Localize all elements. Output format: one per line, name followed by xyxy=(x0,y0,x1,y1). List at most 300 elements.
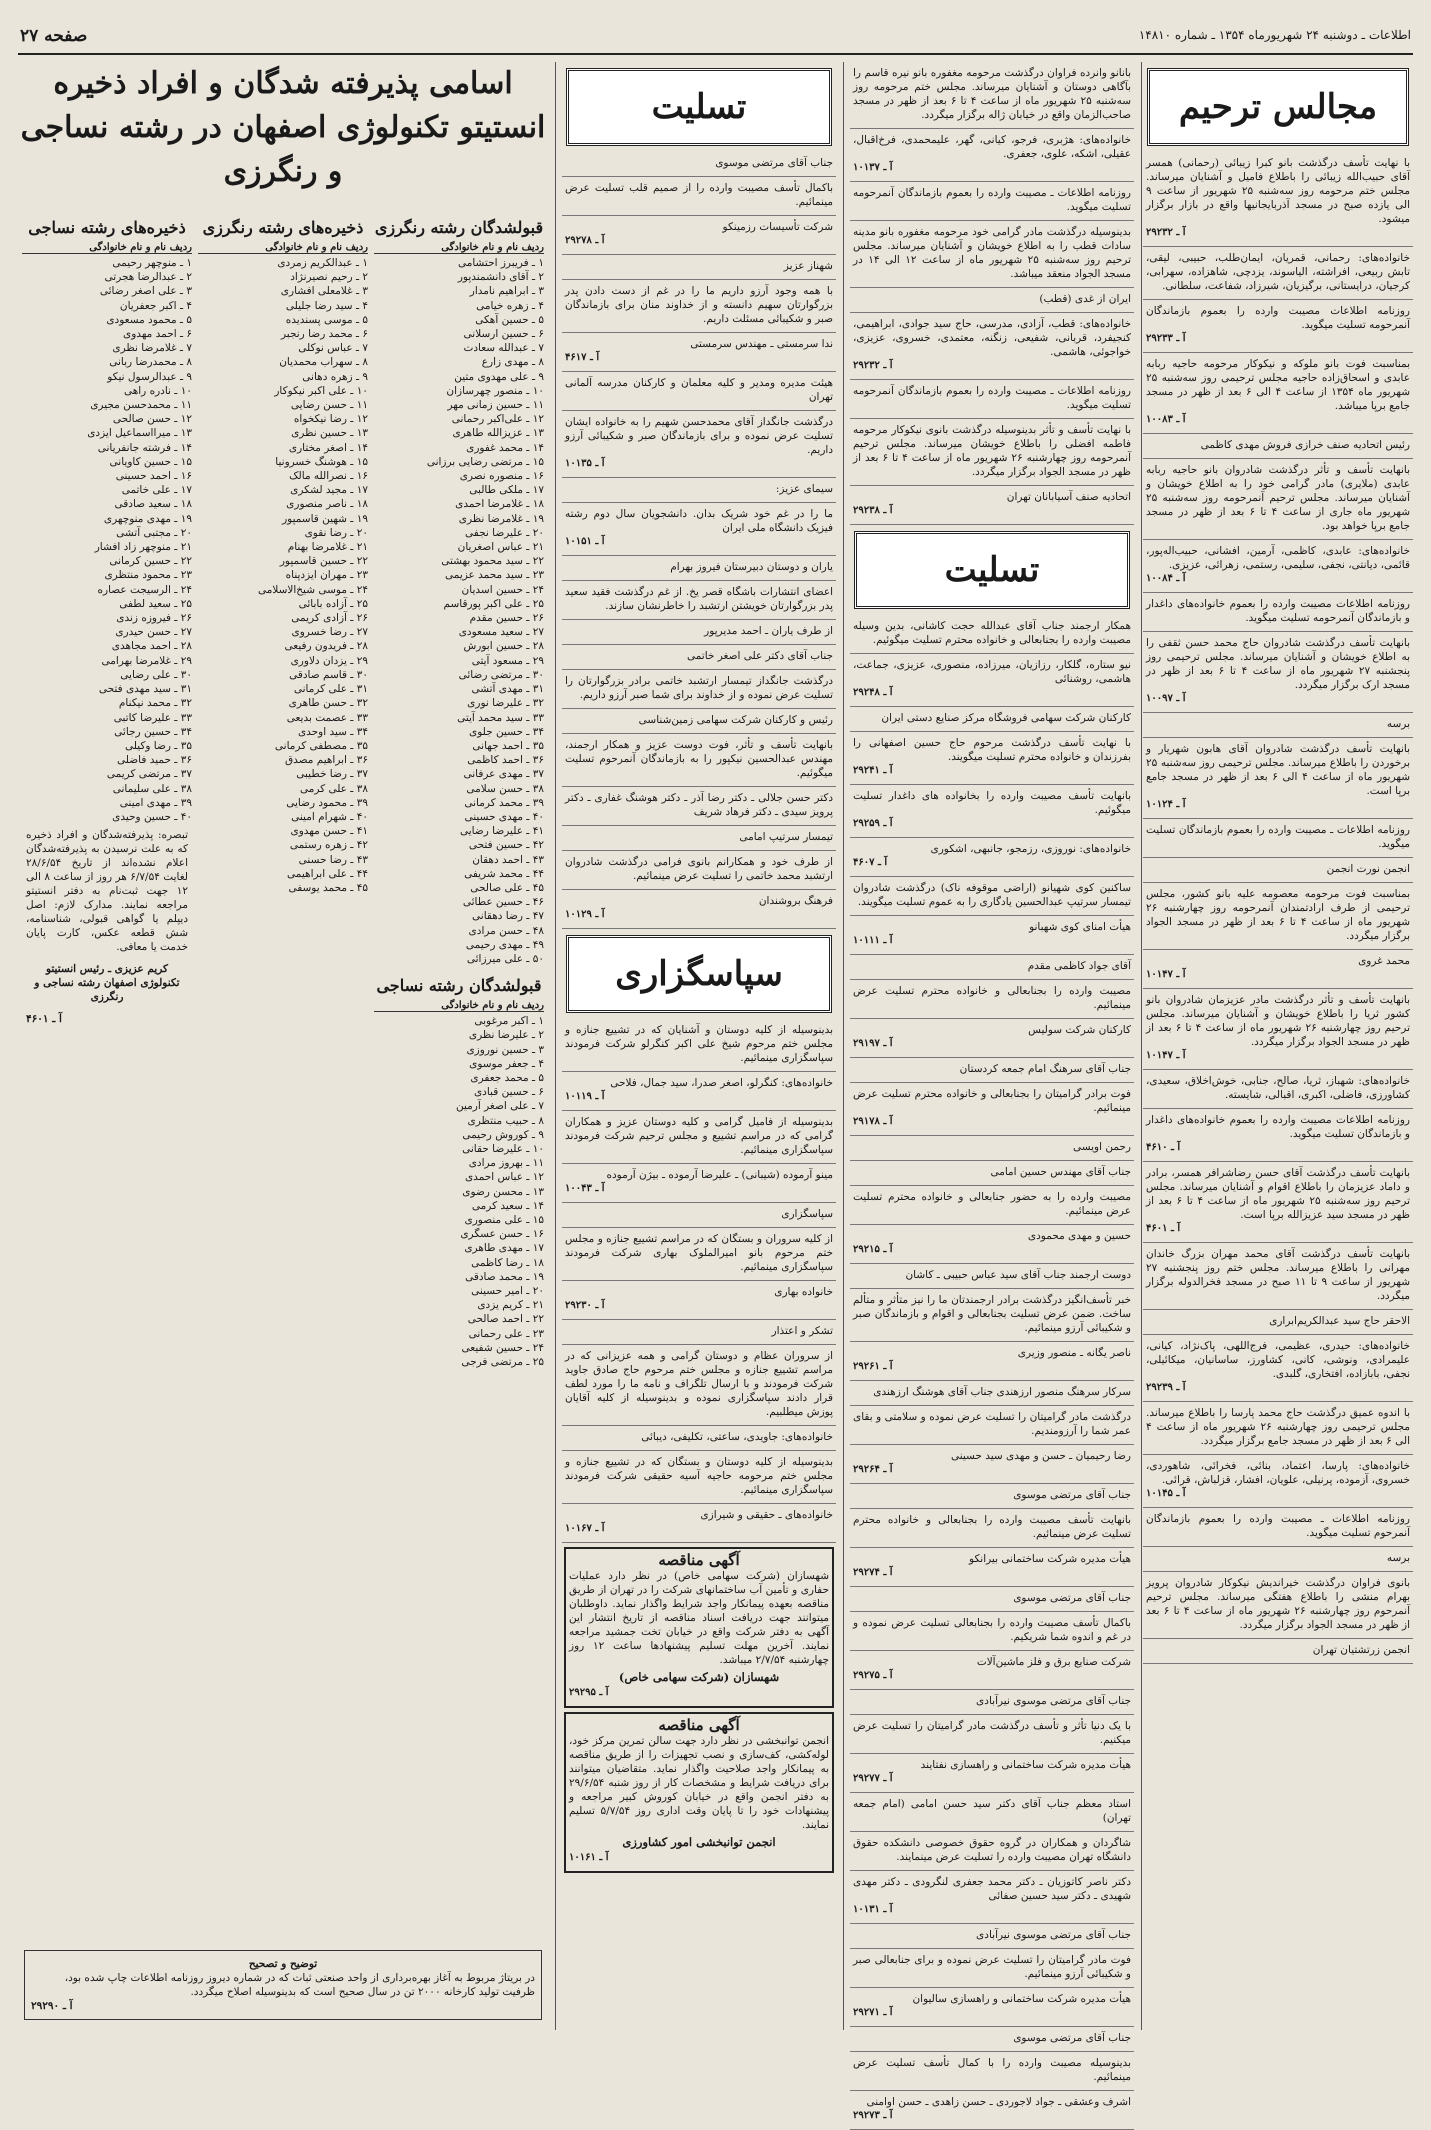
name-row: ۳۶ ـ حمید فاضلی xyxy=(117,754,192,767)
notice-text: سرکار سرهنگ منصور ارزهندی جناب آقای هوشنگ ارزهندی xyxy=(873,1386,1131,1398)
name-row: ۴ ـ زهره خیامی xyxy=(476,299,544,312)
ad-code: آ ـ ۲۹۲۷۱ xyxy=(853,2007,893,2018)
ad-code: آ ـ ۲۹۱۹۷ xyxy=(853,1038,893,1049)
name-row: ۳۹ ـ محمد کرمانی xyxy=(464,796,544,809)
notice-item xyxy=(850,1793,1134,1832)
notice-item xyxy=(1143,950,1413,989)
notice-item xyxy=(850,980,1134,1019)
notice-item xyxy=(1143,353,1413,434)
notice-item xyxy=(1143,540,1413,593)
notice-item xyxy=(562,1164,836,1203)
table-header: ردیف نام و نام خانوادگی xyxy=(22,242,192,254)
institute-title: اسامی پذیرفته شدگان و افراد ذخیره انستیتو تکنولوژی اصفهان در رشته نساجی و رنگرزی xyxy=(20,66,546,189)
name-row: ۴ ـ اکبر جعفریان xyxy=(119,299,192,312)
ad-code: آ ـ ۱۰۰۴۳ xyxy=(565,1183,605,1194)
notice-text: اشرف وعشقی ـ جواد لاجوردی ـ حسن زاهدی ـ حسن اوامنی xyxy=(866,2096,1131,2108)
name-row: ۴۴ ـ محمد شریفی xyxy=(464,867,544,880)
name-row: ۴۰ ـ حسین وحیدی xyxy=(112,810,192,823)
notice-text: شاگردان و همکاران در گروه حقوق خصوصی دانشکده حقوق دانشگاه تهران مصیبت وارده را تسلیت عرض مینمایند. xyxy=(853,1837,1131,1863)
name-list xyxy=(22,256,192,824)
notice-text: رئیس و کارکنان شرکت سهامی زمین‌شناسی xyxy=(638,714,833,726)
notice-item xyxy=(562,1111,836,1164)
notice-item xyxy=(1143,1639,1413,1664)
notice-text: رضا رحیمیان ـ حسن و مهدی سید حسینی xyxy=(950,1450,1131,1462)
notice-item xyxy=(562,1345,836,1426)
notice-item xyxy=(850,1186,1134,1225)
ad-code: آ ـ ۱۰۱۲۴ xyxy=(1146,799,1186,810)
name-row: ۵ ـ محمود مسعودی xyxy=(106,313,192,326)
notice-item xyxy=(850,221,1134,288)
notice-text: بانهایت تأسف درگذشت شادروان آقای هابون شهریار و برخوردن را باطلاع میرساند. مجلس ترحیمی روز سه‌شنبه ۲۵ شهریور ماه از ساعت ۴ الی ۶ بعد از ظهر در مسجد جامع برپا است. xyxy=(1146,743,1411,797)
name-row: ۳۹ ـ مهدی امینی xyxy=(119,796,192,809)
name-row: ۱۶ ـ حسن عسگری xyxy=(460,1228,544,1241)
name-row: ۱۲ ـ حسن صالحی xyxy=(112,413,192,426)
page-header xyxy=(20,20,1411,50)
name-row: ۲ ـ رحیم نصیرنژاد xyxy=(290,271,368,284)
ad-code: آ ـ ۱۰۱۱۹ xyxy=(565,1091,605,1102)
ad-code: آ ـ ۱۰۱۲۹ xyxy=(565,909,605,920)
name-row: ۲۰ ـ امیر حسینی xyxy=(471,1285,544,1298)
name-row: ۳۸ ـ حسن سلامی xyxy=(466,782,544,795)
name-row: ۴۱ ـ حسن مهدوی xyxy=(290,825,368,838)
notice-item xyxy=(850,62,1134,129)
name-row: ۳۴ ـ حسین رجائی xyxy=(114,725,192,738)
name-row: ۱۷ ـ ملکی طالبی xyxy=(469,484,544,497)
notice-text: با نهایت تأسف و تأثر بدینوسیله درگذشت بانوی نیکوکار مرحومه فاطمه افضلی را باطلاع خویشان میرساند. مجلس ترحیم آنمرحومه روز چهارشنبه ۲۶ شهریور ماه از ساعت ۴ تا ۶ بعد از ظهر در مسجد الجواد برگزار میگردد. xyxy=(853,424,1132,478)
notice-text: هیأت مدیره شرکت ساختمانی و راهسازی نفتایند xyxy=(920,1759,1131,1771)
name-row: ۴۲ ـ زهره رستمی xyxy=(289,839,368,852)
notice-text: باکمال تأسف مصیبت وارده را بجنابعالی تسلیت عرض نموده و در غم و اندوه شما شریکیم. xyxy=(853,1617,1131,1643)
notice-item xyxy=(850,732,1134,785)
notices-bottom xyxy=(850,615,1134,2130)
notice-text: آقای جواد کاظمی مقدم xyxy=(1027,960,1131,972)
notice-text: انجمن زرتشتیان تهران xyxy=(1312,1644,1410,1656)
name-row: ۱۳ ـ عزیزالله طاهری xyxy=(452,427,544,440)
name-list xyxy=(198,256,368,895)
name-row: ۱۹ ـ شهین قاسمپور xyxy=(282,512,368,525)
name-row: ۴۶ ـ حسین عطائی xyxy=(462,896,544,909)
notice-item xyxy=(850,1988,1134,2027)
notice-text: بانهایت تأسف مصیبت وارده را بجنابعالی و خانواده محترم تسلیت عرض مینمائیم. xyxy=(853,1514,1131,1540)
name-row: ۲۹ ـ یزدان دلاوری xyxy=(290,654,368,667)
notice-item xyxy=(850,1445,1134,1484)
name-row: ۱۶ ـ منصوره نصری xyxy=(459,470,544,483)
masthead-line: اطلاعات ـ دوشنبه ۲۴ شهریورماه ۱۳۵۴ ـ شماره ۱۴۸۱۰ xyxy=(1138,28,1411,42)
notice-text: باکمال تأسف مصیبت وارده را از صمیم قلب تسلیت عرض مینمائیم. xyxy=(565,182,833,208)
name-row: ۱۴ ـ اصغر مختاری xyxy=(288,441,368,454)
name-row: ۹ ـ زهره دهانی xyxy=(302,370,368,383)
notice-text: جناب آقای مرتضی موسوی نیرآبادی xyxy=(976,1929,1131,1941)
notice-item xyxy=(1143,1243,1413,1310)
ad-code: آ ـ ۲۹۲۶۱ xyxy=(853,1361,893,1372)
notice-item xyxy=(1143,858,1413,883)
notice-item xyxy=(562,645,836,670)
notice-text: رحمن اویسی xyxy=(1073,1141,1131,1153)
notice-text: خانواده‌های: پارسا، اعتماد، بنائی، فخرائی، شاهوردی، خسروی، آزموده، پرنیلی، علویان، افشار، قزلباش، قرائی. xyxy=(1146,1460,1410,1486)
name-row: ۲۴ ـ حسین شفیعی xyxy=(461,1341,544,1354)
name-row: ۴۷ ـ رضا دهقانی xyxy=(472,910,544,923)
notice-item xyxy=(1143,1455,1413,1508)
ad-code: آ ـ ۲۹۱۷۸ xyxy=(853,1116,893,1127)
tender-notice xyxy=(564,1547,834,1708)
name-row: ۱۸ ـ سعید صادقی xyxy=(114,498,192,511)
notice-item xyxy=(850,182,1134,221)
notice-item xyxy=(850,654,1134,707)
name-row: ۲۶ ـ حسین مقدم xyxy=(469,612,544,625)
notice-text: بدینوسیله از کلیه دوستان و بستگان که در تشییع جنازه و مجلس ختم مرحومه حاجیه آسیه حقیقی شرکت فرمودند سپاسگزاری مینمائیم. xyxy=(565,1456,833,1496)
name-row: ۲۸ ـ احمد مجاهدی xyxy=(111,640,192,653)
notice-item xyxy=(1143,713,1413,738)
condolence-banner-2: تسلیت xyxy=(854,531,1130,609)
notice-text: هیئت مدیره ومدیر و کلیه معلمان و کارکنان مدرسه آلمانی تهران xyxy=(565,377,833,403)
ad-code: آ ـ ۲۹۲۷۳ xyxy=(853,2110,893,2121)
notice-text: هیأت مدیره شرکت ساختمانی و راهسازی سالیوان xyxy=(912,1993,1131,2005)
ad-code: آ ـ ۱۰۱۴۷ xyxy=(1146,1050,1186,1061)
name-row: ۱۷ ـ مجید لشکری xyxy=(290,484,368,497)
name-row: ۲۷ ـ سعید مسعودی xyxy=(458,626,544,639)
notice-item xyxy=(562,581,836,620)
notice-item xyxy=(850,1264,1134,1289)
notice-item xyxy=(562,826,836,851)
notice-text: فوت برادر گرامیتان را بجنابعالی و خانواده محترم تسلیت عرض مینمائیم. xyxy=(853,1088,1131,1114)
column-condolences-a xyxy=(850,62,1134,2121)
table-header: ردیف نام و نام خانوادگی xyxy=(374,242,544,254)
notice-item xyxy=(850,1949,1134,1988)
name-row: ۱۱ ـ حسن رضایی xyxy=(290,399,368,412)
name-row: ۱۲ ـ عباس احمدی xyxy=(464,1171,544,1184)
notice-item xyxy=(850,877,1134,916)
notice-item xyxy=(850,1019,1134,1058)
notice-item xyxy=(850,916,1134,955)
name-row: ۲۳ ـ سید محمد عزیمی xyxy=(445,569,544,582)
ad-code: آ ـ ۲۹۲۳۰ xyxy=(565,1300,605,1311)
name-row: ۴۳ ـ احمد دهقان xyxy=(472,853,544,866)
notice-item xyxy=(562,556,836,581)
notice-item xyxy=(1143,459,1413,540)
name-row: ۱۴ ـ محمد غفوری xyxy=(466,441,544,454)
name-row: ۲۳ ـ مهران ایزدپناه xyxy=(285,569,368,582)
name-row: ۲۰ ـ مجتبی آتشی xyxy=(116,526,192,539)
tender-text: انجمن توانبخشی در نظر دارد جهت سالن تمرین مرکز خود، لوله‌کشی، کف‌سازی و نصب تجهیزات را از طریق مناقصه به پیمانکار واجد صلاحیت واگذار نماید. متقاضیان میتوانند برای دریافت شرایط و مشخصات کار از روز شنبه ۲۹/۶/۵۴ به دفتر انجمن واقع در خیابان کوروش کبیر مراجعه و پیشنهادات خود را تا پایان وقت اداری روز ۵/۷/۵۴ تسلیم نمایند. xyxy=(569,1735,829,1831)
notice-text: بدینوسیله مصیبت وارده را با کمال تأسف تسلیت عرض مینمائیم. xyxy=(853,2057,1131,2083)
notice-item xyxy=(562,216,836,255)
name-row: ۲۴ ـ الرسیجت عصاره xyxy=(97,583,192,596)
notice-text: از سروران عظام و دوستان گرامی و همه عزیزانی که در مراسم تشییع جنازه و مجلس ختم مرحوم حاج صادق جاوید شرکت فرمودند و با ارسال تلگراف و نامه ما را مورد لطف قرار دادند سپاسگزاری نموده و بدینوسیله از کلیه آقایان پوزش میطلبیم. xyxy=(565,1350,833,1418)
notice-text: روزنامه اطلاعات مصیبت وارده را بعموم خانواده‌های داغدار و بازماندگان تسلیت میگوید. xyxy=(1146,1114,1410,1140)
notice-text: خانواده بهاری xyxy=(774,1286,833,1298)
ad-code: آ ـ ۲۹۲۷۴ xyxy=(853,1567,893,1578)
ad-code: آ ـ ۱۰۱۳۱ xyxy=(853,1904,893,1915)
name-row: ۲۶ ـ آزادی کریمی xyxy=(291,612,368,625)
name-row: ۴۵ ـ علی صالحی xyxy=(470,881,544,894)
name-row: ۳۱ ـ مهدی آتشی xyxy=(471,683,544,696)
notice-text: فوت مادر گرامیتان را تسلیت عرض نموده و برای جنابعالی صبر و شکیبائی آرزو مینمائیم. xyxy=(853,1954,1131,1980)
name-row: ۲۰ ـ علیرضا نجفی xyxy=(465,526,544,539)
notice-text: بانهایت تأسف درگذشت شادروان حاج محمد حسن ثقفی را به اطلاع خویشان و آشنایان میرساند. مجلس ترحیمی روز پنجشنبه ۲۷ شهریور ماه از ساعت ۴ تا ۶ بعد از ظهر در مسجد ارک برگزار میگردد. xyxy=(1146,637,1411,691)
notice-text: اتحادیه صنف آسیابانان تهران xyxy=(1006,491,1131,503)
name-row: ۳۸ ـ علی سلیمانی xyxy=(112,782,192,795)
notice-item xyxy=(1143,989,1413,1070)
notice-item xyxy=(850,707,1134,732)
name-row: ۳ ـ ابراهیم نامدار xyxy=(469,285,544,298)
name-row: ۳۱ ـ سید مهدی فتحی xyxy=(98,683,192,696)
name-row: ۱۴ ـ سعید کرمی xyxy=(471,1199,544,1212)
notice-text: ایران از غدی (قطب) xyxy=(1039,293,1131,305)
tender-title: آگهی مناقصه xyxy=(658,1716,740,1734)
notice-text: روزنامه اطلاعات ـ مصیبت وارده را بعموم بازماندگان آنمرحوم تسلیت میگوید. xyxy=(1146,1513,1410,1539)
ad-code: آ ـ ۲۹۲۷۷ xyxy=(853,1773,893,1784)
notice-text: درگذشت جانگداز آقای محمدحسن شهیم را به خانواده ایشان تسلیت عرض نموده و برای بازماندگان صبر و شکیبائی آرزو داریم. xyxy=(565,416,833,456)
name-row: ۱۷ ـ مهدی طاهری xyxy=(464,1242,544,1255)
notice-text: بانوی فراوان درگذشت خیراندیش نیکوکار شادروان پرویز بهرام منشی را باطلاع هفتگی میرساند. مجلس ترحیم آنمرحوم روز چهارشنبه ۲۶ شهریور ماه از ساعت ۴ تا ۶ بعد از ظهر در مسجد الجواد برگزار میگردد. xyxy=(1146,1577,1410,1631)
name-row: ۲۱ ـ کریم یزدی xyxy=(477,1299,544,1312)
name-row: ۳۱ ـ علی کرمانی xyxy=(293,683,368,696)
name-row: ۳۵ ـ رضا وکیلی xyxy=(124,739,192,752)
ad-code: آ ـ ۴۶۰۱ xyxy=(1146,1223,1181,1234)
ad-code: آ ـ ۴۶۰۷ xyxy=(853,857,888,868)
notice-text: خانواده‌های: عابدی، کاظمی، آرمین، افشانی، حبیب‌اله‌پور، قائمی، دیانتی، نجفی، سلیمی، رستمی، زهرائی، عزیزی. xyxy=(1146,545,1410,571)
notice-item xyxy=(850,1832,1134,1871)
notice-item xyxy=(850,1690,1134,1715)
name-row: ۳۵ ـ مصطفی کرمانی xyxy=(274,739,368,752)
notice-text: جناب آقای مرتضی موسوی xyxy=(1013,1592,1131,1604)
notice-item xyxy=(850,1136,1134,1161)
name-row: ۱۰ ـ علی اکبر نیکوکار xyxy=(274,384,368,397)
ad-code: آ ـ ۲۹۲۷۸ xyxy=(565,235,605,246)
name-row: ۵ ـ محمد جعفری xyxy=(470,1071,544,1084)
name-row: ۳۷ ـ رضا خطیبی xyxy=(296,768,368,781)
notice-text: خانواده‌های: نوروزی، رزمجو، جانبهی، اشکوری xyxy=(930,843,1131,855)
name-row: ۶ ـ احمد مهدوی xyxy=(123,328,192,341)
notice-item xyxy=(562,734,836,787)
notice-item xyxy=(850,1083,1134,1136)
name-row: ۷ ـ عباس نوکلی xyxy=(298,342,368,355)
name-row: ۲ ـ علیرضا نظری xyxy=(468,1029,544,1042)
ad-code: آ ـ ۲۹۲۳۳ xyxy=(1146,333,1186,344)
name-row: ۱۰ ـ نادره راهی xyxy=(123,384,192,397)
notice-item xyxy=(562,1504,836,1543)
ad-code: آ ـ ۲۹۲۴۸ xyxy=(853,687,893,698)
name-row: ۲۶ ـ فیروزه زندی xyxy=(116,612,192,625)
notice-item xyxy=(1143,1070,1413,1109)
subhead-accepted-dye: قبولشدگان رشته رنگرزی xyxy=(374,218,544,237)
ad-code: آ ـ ۴۶۰۱ xyxy=(26,1013,62,1026)
name-row: ۲۴ ـ موسی شیخ‌الاسلامی xyxy=(257,583,368,596)
institute-signature: کریم عزیزی ـ رئیس انستیتو تکنولوژی اصفهان رشته نساجی و رنگرزی xyxy=(34,963,180,1004)
name-row: ۱۵ ـ هوشنگ خسرونیا xyxy=(275,455,368,468)
name-row: ۱۸ ـ رضا کاظمی xyxy=(471,1256,544,1269)
name-row: ۱۵ ـ علی منصوری xyxy=(464,1214,544,1226)
notice-text: بانانو وانرده فراوان درگذشت مرحومه مغفوره بانو نیره قاسم را بآگاهی دوستان و آشنایان میرساند. مجلس ختم مرحومه روز سه‌شنبه ۲۵ شهریور ماه از ساعت ۴ تا ۶ بعد از ظهر در مسجد صاحب‌الزمان واقع در خیابان ژاله برگزار میگردد. xyxy=(853,67,1132,121)
name-row: ۲۲ ـ حسین قاسمپور xyxy=(279,555,368,568)
name-row: ۲۴ ـ حسین اسدیان xyxy=(461,583,544,596)
notice-item xyxy=(850,288,1134,313)
name-row: ۱۱ ـ حسین زمانی مهر xyxy=(447,399,544,412)
notice-text: روزنامه اطلاعات ـ مصیبت وارده را بعموم بازماندگان آنمرحومه تسلیت میگوید. xyxy=(853,385,1131,411)
ad-code: آ ـ ۱۰۱۶۷ xyxy=(565,1523,605,1534)
tender-notice-2 xyxy=(564,1712,834,1873)
notice-text: بانهایت تأسف درگذشت آقای حسن رضاشرافر همسر، برادر و داماد عزیزمان را باطلاع اقوام و آشنایان میرساند. مجلس ترحیم روز سه‌شنبه ۲۵ شهریور ماه از ساعت ۴ تا ۶ بعد از ظهر در مسجد سید عزیزالله برپا است. xyxy=(1146,1167,1411,1221)
name-list xyxy=(374,256,544,966)
notice-item xyxy=(850,1924,1134,1949)
notice-text: خانواده‌های: جاویدی، ساعتی، تکلیفی، دیبائی xyxy=(641,1431,833,1443)
notice-text: برسه xyxy=(1386,718,1410,730)
subhead-reserve-textile: ذخیره‌های رشته نساجی xyxy=(28,218,186,237)
notice-text: شرکت صنایع برق و فلز ماشین‌آلات xyxy=(976,1656,1131,1668)
name-row: ۸ ـ محمدرضا ربانی xyxy=(109,356,192,369)
notice-item xyxy=(562,1281,836,1320)
name-row: ۴۹ ـ مهدی رحیمی xyxy=(465,938,544,951)
notice-item xyxy=(850,615,1134,654)
name-row: ۱۳ ـ حسین نظری xyxy=(291,427,368,440)
ad-code: آ ـ ۲۹۲۹۰ xyxy=(31,2000,73,2012)
name-row: ۲۲ ـ سید محمود بهشتی xyxy=(441,555,544,568)
notice-text: برسه xyxy=(1386,1552,1410,1564)
notice-item xyxy=(1143,247,1413,300)
notice-text: انجمن نورت انجمن xyxy=(1326,863,1410,875)
ad-code: آ ـ ۱۰۱۴۷ xyxy=(1146,969,1186,980)
notice-item xyxy=(850,1587,1134,1612)
tender-text: شهسازان (شرکت سهامی خاص) در نظر دارد عملیات حفاری و تأمین آب ساختمانهای شرکت را در تهران از طریق مناقصه بعهده پیمانکار واجد شرایط واگذار نماید. داوطلبان میتوانند جهت دریافت اسناد مناقصه از تاریخ انتشار این آگهی به دفتر شرکت واقع در خیابان تخت جمشید مراجعه نمایند. آخرین مهلت تسلیم پیشنهادها ساعت ۱۲ روز چهارشنبه ۲/۷/۵۴ میباشد. xyxy=(569,1570,829,1666)
notice-text: بانهایت تأسف و تأثر، فوت دوست عزیز و همکار ارجمند، مهندس عبدالحسین نیکپور را به بازماندگان آنمرحوم تسلیت میگوئیم. xyxy=(565,739,833,779)
notice-item xyxy=(562,1320,836,1345)
ad-code: آ ـ ۱۰۱۵۱ xyxy=(565,536,605,547)
notice-item xyxy=(562,620,836,645)
notice-text: جناب آقای سرهنگ امام جمعه کردستان xyxy=(959,1063,1131,1075)
notice-text: تیمسار سرتیپ امامی xyxy=(739,831,833,843)
name-row: ۳۸ ـ علی کرمی xyxy=(299,782,368,795)
name-row: ۴۱ ـ علیرضا رضایی xyxy=(459,825,544,838)
name-row: ۳۷ ـ مهدی عرفانی xyxy=(463,768,544,781)
names-column-reserve-dye xyxy=(198,212,368,1369)
name-row: ۱۹ ـ محمد صادقی xyxy=(465,1270,544,1283)
notice-item xyxy=(562,1019,836,1072)
name-row: ۴۴ ـ علی ابراهیمی xyxy=(287,867,368,880)
name-row: ۳۰ ـ علی رضایی xyxy=(120,668,192,681)
notice-text: با نهایت تأسف درگذشت بانو کبرا زیبائی (رحمانی) همسر آقای حبیب‌الله زیبائی را باطلاع فامیل و آشنایان میرساند. مجلس ختم مرحومه روز سه‌شنبه ۲۵ شهریور از ساعت ۹ الی یازده صبح در مسجد آذربایجانیها واقع در بازار برگزار میشود. xyxy=(1146,157,1411,225)
notice-item xyxy=(562,1072,836,1111)
notice-text: بمناسبت فوت بانو ملوکه و نیکوکار مرحومه حاجیه ربابه عابدی و اسحاق‌زاده حاجیه مجلس ترحیمی روز سه‌شنبه ۲۵ شهریور ماه ۱۳۵۴ از ساعت ۴ الی ۶ بعد از ظهر در مسجد جامع برپا میباشد. xyxy=(1146,358,1410,412)
notice-item xyxy=(562,372,836,411)
notice-item xyxy=(850,1161,1134,1186)
notice-item xyxy=(850,1548,1134,1587)
notice-text: فرهنگ بروشندان xyxy=(758,895,833,907)
name-row: ۲۲ ـ احمد صالحی xyxy=(467,1313,544,1326)
notice-text: هیأت مدیره شرکت ساختمانی بیرانکو xyxy=(969,1553,1131,1565)
ad-code: آ ـ ۲۹۲۵۹ xyxy=(853,818,893,829)
name-row: ۸ ـ مهدی زارع xyxy=(481,356,544,369)
name-row: ۲۱ ـ عباس اصغریان xyxy=(457,541,544,554)
name-row: ۹ ـ علی مهدوی متین xyxy=(454,370,544,383)
notice-item xyxy=(850,2091,1134,2130)
name-row: ۴۵ ـ محمد یوسفی xyxy=(288,881,368,894)
name-row: ۲۲ ـ حسین کرمانی xyxy=(109,555,192,568)
notice-item xyxy=(1143,1572,1413,1639)
notice-text: همکار ارجمند جناب آقای عبدالله حجت کاشانی، بدین وسیله مصیبت وارده را بجنابعالی و خانواده محترم تسلیت میگوئیم. xyxy=(853,620,1131,646)
notice-item xyxy=(562,787,836,826)
notice-text: کارکنان شرکت سولیس xyxy=(1028,1024,1131,1036)
name-row: ۱۴ ـ فرشته جانفریانی xyxy=(97,441,192,454)
name-row: ۳۷ ـ مرتضی کریمی xyxy=(106,768,192,781)
notice-text: حسین و مهدی محمودی xyxy=(1027,1230,1131,1242)
notice-text: با اندوه عمیق درگذشت حاج محمد پارسا را باطلاع میرساند. مجلس ترحیمی روز چهارشنبه ۲۶ شهریور ماه از ساعت ۴ الی ۶ بعد از ظهر در مسجد جامع برگزار میگردد. xyxy=(1146,1407,1411,1447)
notice-item xyxy=(850,1289,1134,1342)
name-row: ۳۵ ـ احمد جهانی xyxy=(472,739,544,752)
name-row: ۳۳ ـ عصمت بدیعی xyxy=(286,711,368,724)
name-row: ۲۵ ـ سعید لطفی xyxy=(119,597,192,610)
notice-item xyxy=(562,333,836,372)
name-row: ۵ ـ موسی پسندیده xyxy=(285,313,368,326)
notice-text: جناب آقای مرتضی موسوی xyxy=(1013,2032,1131,2044)
notice-item xyxy=(1143,300,1413,353)
notice-item xyxy=(850,1612,1134,1651)
thanks-banner: سپاسگزاری xyxy=(566,935,832,1013)
notice-item xyxy=(850,1871,1134,1924)
notice-item xyxy=(850,2052,1134,2091)
notice-item xyxy=(562,1451,836,1504)
name-row: ۶ ـ حسین قبادی xyxy=(473,1086,544,1099)
notice-item xyxy=(850,955,1134,980)
notice-item xyxy=(562,280,836,333)
name-row: ۵۰ ـ علی میرزائی xyxy=(466,952,544,965)
ad-code: آ ـ ۱۰۰۸۴ xyxy=(1146,573,1186,584)
ad-code: آ ـ ۴۶۱۰ xyxy=(1146,1142,1181,1153)
notice-item xyxy=(850,1484,1134,1509)
notice-text: محمد غروی xyxy=(1358,955,1410,967)
notice-text: دکتر حسن جلالی ـ دکتر رضا آذر ـ دکتر هوشنگ غفاری ـ دکتر پرویز سیدی ـ دکتر فرهاد شریف xyxy=(565,792,833,818)
notice-item xyxy=(850,1381,1134,1406)
notice-text: خانواده‌های ـ حقیقی و شیرازی xyxy=(700,1509,833,1521)
notice-item xyxy=(850,838,1134,877)
name-row: ۱۳ ـ میرااسماعیل ایزدی xyxy=(87,427,192,440)
notice-text: بدینوسیله از کلیه دوستان و آشنایان که در تشییع جنازه و مجلس ختم مرحوم شیخ علی اکبر کنگرلو شرکت فرمودند سپاسگزاری مینمائیم. xyxy=(565,1024,833,1064)
name-row: ۳۴ ـ سید اوحدی xyxy=(297,725,368,738)
notice-text: ما را در غم خود شریک بدان. دانشجویان سال دوم رشته فیزیک دانشگاه ملی ایران xyxy=(565,508,833,534)
notice-item xyxy=(562,890,836,929)
name-row: ۸ ـ سهراب محمدیان xyxy=(279,356,368,369)
notice-text: هیأت امنای کوی شهبانو xyxy=(1029,921,1131,933)
notice-text: خانواده‌های: شهباز، ثریا، صالح، جنابی، خوش‌اخلاق، سعیدی، کشاورزی، فاضلی، اکبری، اقبالی، شایسته. xyxy=(1146,1075,1410,1101)
name-row: ۱۳ ـ محسن رضوی xyxy=(462,1185,544,1198)
notice-text: مینو آرموده (شیبانی) ـ علیرضا آرموده ـ بیژن آرموده xyxy=(606,1169,833,1181)
name-row: ۲۷ ـ حسن حیدری xyxy=(115,626,192,639)
name-row: ۲۹ ـ مسعود آیتی xyxy=(471,654,544,667)
notice-text: با نهایت تأسف درگذشت مرحوم حاج حسین اصفهانی را بفرزندان و خانواده محترم تسلیت میگویند. xyxy=(853,737,1131,763)
ad-code: آ ـ ۲۹۲۳۹ xyxy=(1146,1382,1186,1393)
ad-code: آ ـ ۱۰۰۹۷ xyxy=(1146,693,1186,704)
notice-text: خبر تأسف‌انگیز درگذشت برادر ارجمندتان ما را نیز متأثر و متألم ساخت. ضمن عرض تسلیت بجنابعالی و اقوام و بازماندگان صبر و شکیبائی آرزو مینمائیم. xyxy=(853,1294,1131,1334)
memorial-notices xyxy=(1143,152,1413,1664)
ad-code: آ ـ ۱۰۱۴۵ xyxy=(1146,1488,1186,1499)
name-row: ۸ ـ حبیب منتظری xyxy=(467,1114,544,1127)
notice-item xyxy=(562,411,836,478)
names-grid xyxy=(22,212,544,1369)
name-row: ۲۱ ـ غلامرضا بهنام xyxy=(287,541,368,554)
notice-text: جناب آقای مرتضی موسوی نیرآبادی xyxy=(976,1695,1131,1707)
notice-text: روزنامه اطلاعات مصیبت وارده را بعموم خانواده‌های داغدار و بازماندگان آنمرحومه تسلیت میگوید. xyxy=(1146,598,1410,624)
notice-text: از طرف یاران ـ احمد مدیرپور xyxy=(704,625,833,637)
table-header: ردیف نام و نام خانوادگی xyxy=(374,1000,544,1012)
column-memorials xyxy=(1143,62,1413,2030)
notice-text: ندا سرمستی ـ مهندس سرمستی xyxy=(690,338,833,350)
notice-item xyxy=(562,1426,836,1451)
notice-item xyxy=(562,1228,836,1281)
name-row: ۱۹ ـ مهدی منوچهری xyxy=(103,512,192,525)
notice-text: کارکنان شرکت سهامی فروشگاه مرکز صنایع دستی ایران xyxy=(881,712,1131,724)
notice-text: بانهایت تأسف درگذشت آقای محمد مهران بزرگ خاندان مهرانی را باطلاع میرساند. مجلس ختم روز پنجشنبه ۲۷ شهریور از ساعت ۹ تا ۱۱ صبح در مسجد فخرالدوله برگزار میگردد. xyxy=(1146,1248,1411,1302)
name-row: ۱ ـ اکبر مرغوبی xyxy=(474,1015,544,1028)
ad-code: آ ـ ۴۶۱۷ xyxy=(565,352,600,363)
